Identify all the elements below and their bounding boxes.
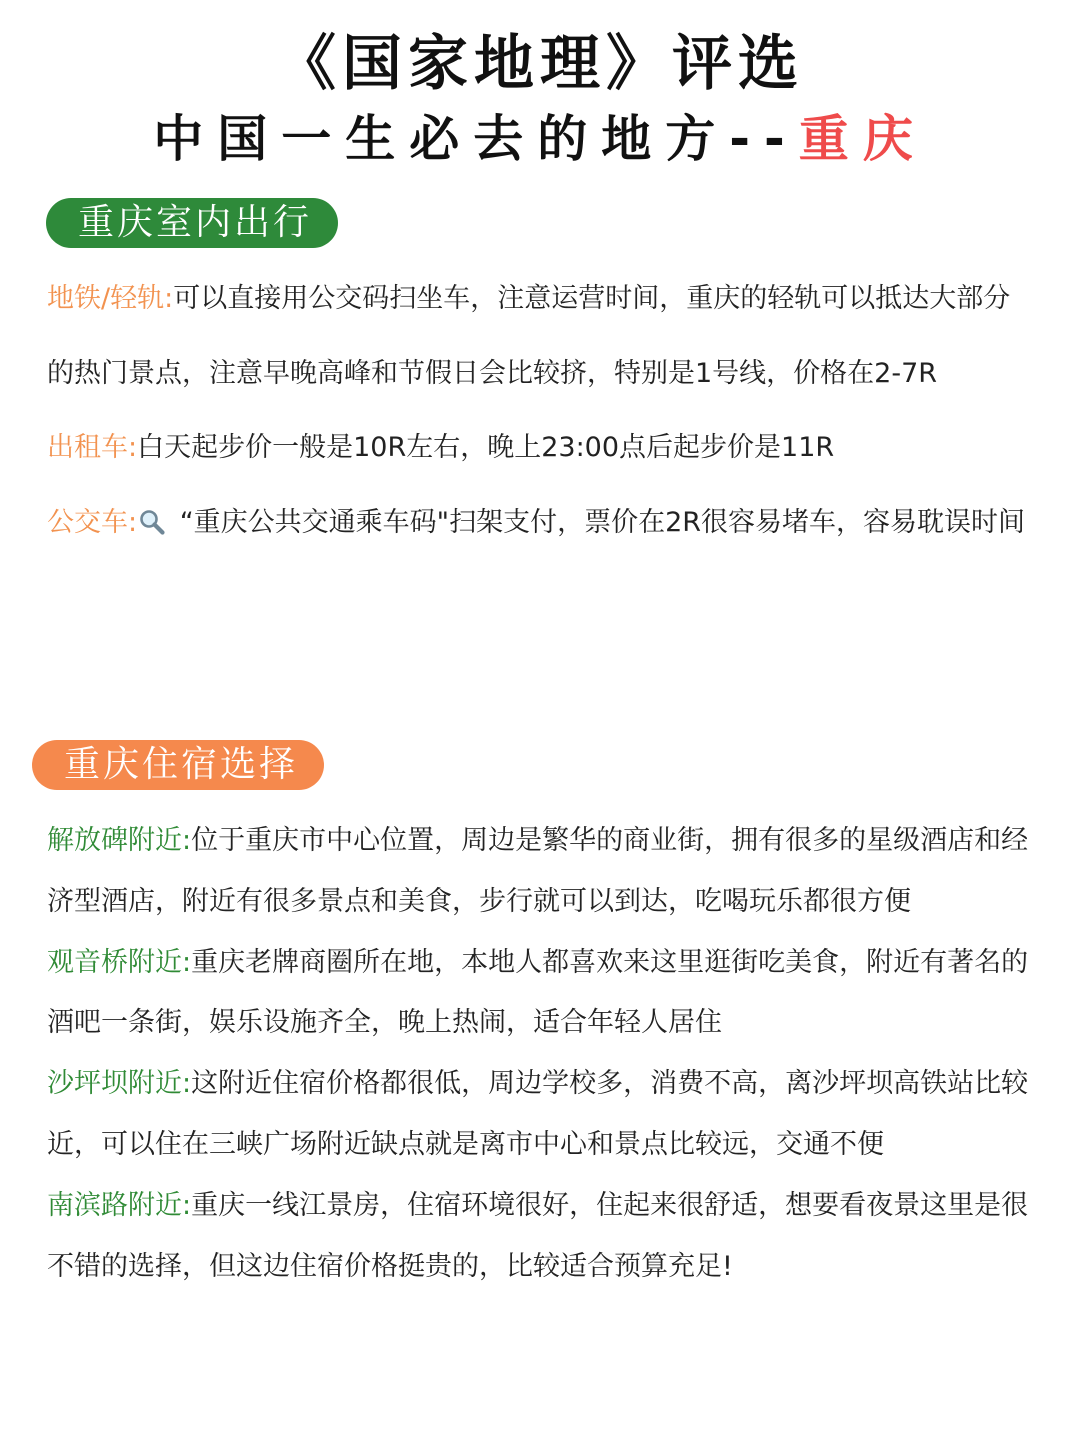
lodging-item-label: 观音桥附近: [47,946,192,978]
lodging-item-label: 解放碑附近: [47,825,192,856]
lodging-section [47,811,1037,1297]
transport-item-text: 可以直接用公交码扫坐车，注意运营时间，重庆的轻轨可以抵达大部分的热门景点，注意早晚高峰和节假日会比较挤，特别是1号线，价格在2-7R [47,283,1011,389]
transport-item-text: 白天起步价一般是10R左右，晚上23:00点后起步价是11R [137,432,835,463]
lodging-item-shapingba [47,1054,1037,1176]
subtitle-accent-city: 重庆 [798,110,927,168]
subtitle-prefix: 中国一生必去的地方-- [153,110,799,168]
transport-item-metro [47,262,1037,411]
transport-section [47,262,1037,560]
page-title: 《国家地理》评选 [276,29,804,99]
transport-item-label: 公交车: [47,506,138,538]
transport-item-taxi [47,411,1037,486]
lodging-item-text: 位于重庆市中心位置，周边是繁华的商业街，拥有很多的星级酒店和经济型酒店，附近有很多景点和美食，步行就可以到达，吃喝玩乐都很方便 [47,825,1029,917]
lodging-item-nanbinlu [47,1176,1037,1298]
transport-section-heading: 重庆室内出行 [46,198,338,248]
lodging-item-label: 南滨路附近: [47,1189,192,1221]
lodging-item-label: 沙坪坝附近: [47,1068,192,1100]
transport-item-label: 地铁/轻轨: [47,283,174,314]
transport-item-bus [47,486,1037,561]
lodging-item-guanyinqiao [47,933,1037,1055]
lodging-item-text: 重庆老牌商圈所在地，本地人都喜欢来这里逛街吃美食，附近有著名的酒吧一条街，娱乐设施齐全，晚上热闹，适合年轻人居住 [47,946,1029,1039]
lodging-item-jiefangbei [47,811,1037,933]
transport-item-text: “重庆公共交通乘车码"扫架支付，票价在2R很容易堵车，容易耽误时间 [171,506,1026,538]
search-icon [139,490,165,516]
transport-item-label: 出租车: [47,432,138,463]
page-subtitle [0,108,1080,170]
lodging-item-text: 这附近住宿价格都很低，周边学校多，消费不高，离沙坪坝高铁站比较近，可以住在三峡广场附近缺点就是离市中心和景点比较远，交通不便 [47,1068,1029,1160]
lodging-item-text: 重庆一线江景房，住宿环境很好，住起来很舒适，想要看夜景这里是很不错的选择，但这边住宿价格挺贵的，比较适合预算充足! [47,1189,1029,1282]
lodging-section-heading: 重庆住宿选择 [32,740,324,790]
